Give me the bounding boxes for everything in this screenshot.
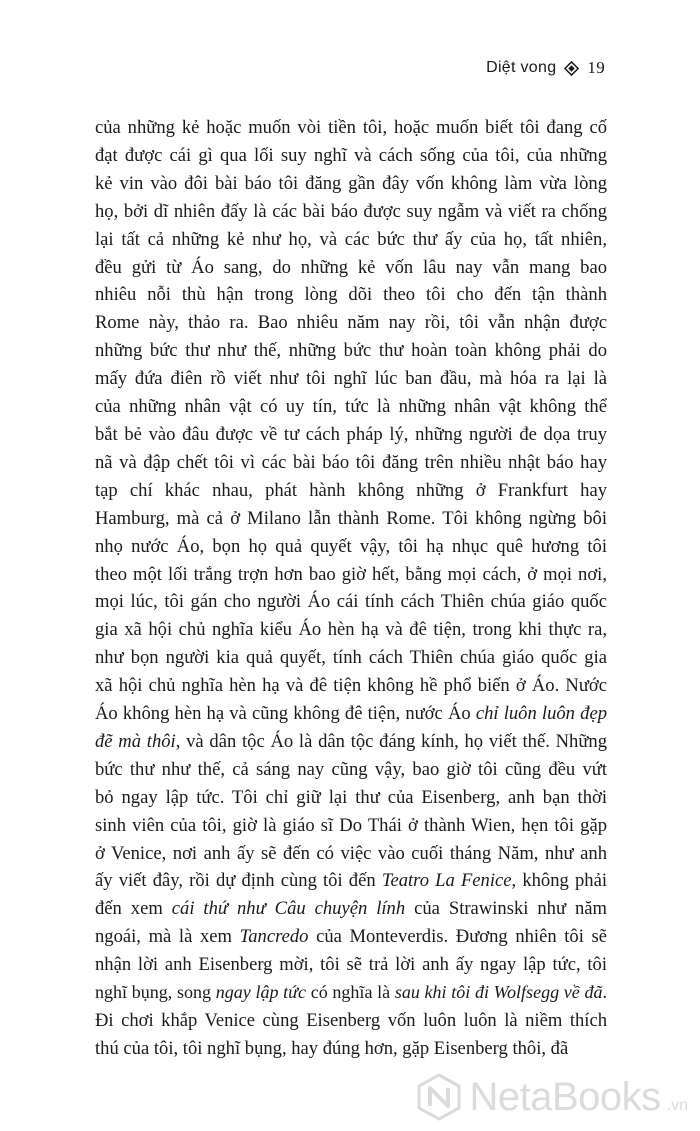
text-segment: nhọ nước Áo, bọn họ quả quyết vậy, tôi hạ nhục quê hương tôi (95, 535, 607, 557)
text-segment: bắt bẻ vào đâu được về tư cách pháp lý, những người đe dọa truy (95, 423, 607, 445)
text-segment: của Strawinski như năm (405, 898, 607, 920)
text-segment: xã hội chủ nghĩa hèn hạ và đê tiện không hề phổ biến ở Áo. Nước (95, 675, 607, 697)
text-line (95, 1007, 607, 1035)
text-segment: bức thư như thế, cả sáng nay cũng vậy, bao giờ tôi cũng đều vứt (95, 758, 607, 780)
text-line (95, 561, 607, 589)
text-segment: nghĩ bụng, song (95, 982, 216, 1003)
chapter-title: Diệt vong (486, 59, 557, 76)
text-segment: thú của tôi, tôi nghĩ bụng, hay đúng hơn, gặp Eisenberg thôi, đã (95, 1037, 569, 1059)
text-line (95, 867, 607, 895)
text-segment: tạp chí khác nhau, phát hành không những ở Frankfurt hay (95, 479, 607, 501)
text-line (95, 337, 607, 365)
text-line (95, 505, 607, 533)
text-segment: của những nhân vật có uy tín, tức là những nhân vật không thể (95, 396, 607, 418)
text-line (95, 700, 607, 728)
italic-segment: chỉ luôn luôn đẹp (475, 703, 607, 725)
text-segment: ở Venice, nơi anh ấy sẽ đến có việc vào cuối tháng Năm, như anh (95, 842, 607, 864)
text-line (95, 421, 607, 449)
text-line (95, 142, 607, 170)
text-segment: mấy đứa điên rồ viết như tôi nghĩ lúc ban đầu, mà hóa ra lại là (95, 368, 607, 390)
text-line (95, 923, 607, 951)
text-segment: ấy viết đây, rồi dự định cùng tôi đến (95, 870, 382, 892)
text-segment: của Monteverdis. Đương nhiên tôi sẽ (308, 926, 607, 948)
text-line (95, 281, 607, 309)
text-segment: kẻ vin vào đôi bài báo tôi đăng gần đây vốn không làm vừa lòng (95, 172, 607, 194)
text-segment: của những kẻ hoặc muốn vòi tiền tôi, hoặc muốn biết tôi đang cố (95, 117, 607, 138)
text-line (95, 644, 607, 672)
italic-segment: cái thứ như Câu chuyện lính (171, 898, 406, 920)
text-segment: những bức thư như thế, những bức thư hoàn toàn không phải do (95, 340, 607, 362)
text-line (95, 254, 607, 282)
text-line (95, 812, 607, 840)
watermark-brand: NetaBooks (469, 1074, 661, 1119)
text-line (95, 309, 607, 337)
diamond-icon (564, 61, 579, 76)
text-line (95, 672, 607, 700)
text-segment: theo một lối trắng trợn hơn bao giờ hết, bằng mọi cách, ở mọi nơi, (95, 563, 607, 585)
text-line (95, 1035, 607, 1063)
text-line (95, 393, 607, 421)
text-segment: bỏ ngay lập tức. Tôi chỉ giữ lại thư của Eisenberg, anh bạn thời (95, 786, 607, 808)
text-line (95, 616, 607, 644)
text-segment: sinh viên của tôi, giờ là giáo sĩ Do Thái ở thành Wien, hẹn tôi gặp (95, 814, 607, 836)
italic-segment: Tancredo (239, 926, 309, 948)
text-segment: Hamburg, mà cả ở Milano lẫn thành Rome. Tôi không ngừng bôi (95, 507, 607, 529)
text-segment: ngoái, mà là xem (95, 926, 240, 948)
text-line (95, 170, 607, 198)
netabooks-logo-icon (415, 1073, 463, 1121)
text-segment: họ, bởi dĩ nhiên đấy là các bài báo được suy ngẫm và viết ra chống (95, 200, 607, 222)
text-segment: . (602, 982, 608, 1003)
italic-segment: ngay lập tức (215, 982, 307, 1003)
text-line (95, 365, 607, 393)
text-segment: Đi chơi khắp Venice cùng Eisenberg vốn luôn luôn là niềm thích (95, 1010, 607, 1031)
text-segment: , và dân tộc Áo là dân tộc đáng kính, họ viết thế. Những (175, 730, 607, 752)
text-line (95, 198, 607, 226)
text-line (95, 979, 607, 1007)
text-segment: gia xã hội chủ nghĩa kiểu Áo hèn hạ và đê tiện, trong khi thực ra, (95, 619, 607, 641)
text-segment: đạt được cái gì qua lối suy nghĩ và cách sống của tôi, của những (95, 144, 607, 166)
text-line (95, 756, 607, 784)
text-line (95, 728, 607, 756)
italic-segment: sau khi tôi đi Wolfsegg về đã (394, 982, 603, 1003)
text-line (95, 784, 607, 812)
text-line (95, 951, 607, 979)
body-text (95, 114, 607, 1063)
text-segment: đều gửi từ Áo sang, do những kẻ vốn lâu nay vẫn mang bao (95, 256, 607, 278)
text-line (95, 588, 607, 616)
text-line (95, 114, 607, 142)
text-segment: mọi lúc, tôi gán cho người Áo cái tính cách Thiên chúa giáo quốc (95, 591, 607, 613)
italic-segment: Teatro La Fenice (381, 870, 512, 892)
text-segment: lại tất cả những kẻ như họ, và các bức thư ấy của họ, tất nhiên, (95, 228, 607, 250)
watermark (415, 1073, 688, 1121)
italic-segment: đẽ mà thôi (95, 730, 176, 752)
text-segment: nhận lời anh Eisenberg mời, tôi sẽ trả lời anh ấy ngay lập tức, tôi (95, 954, 607, 976)
text-line (95, 533, 607, 561)
text-segment: Áo không hèn hạ và cũng không đê tiện, nước Áo (95, 703, 476, 725)
text-segment: Rome này, thảo ra. Bao nhiêu năm nay rồi, tôi vẫn nhận được (95, 312, 607, 334)
text-segment: có nghĩa là (306, 982, 395, 1003)
text-line (95, 449, 607, 477)
text-line (95, 226, 607, 254)
text-line (95, 895, 607, 923)
text-segment: , không phải (511, 870, 607, 892)
text-line (95, 477, 607, 505)
text-segment: như bọn người kia quả quyết, tính cách Thiên chúa giáo quốc gia (95, 647, 607, 669)
running-header (486, 58, 605, 78)
page-number: 19 (587, 58, 605, 77)
text-segment: nhiêu nỗi thù hận trong lòng dõi theo tôi cho đến tận thành (95, 284, 607, 306)
text-line (95, 840, 607, 868)
text-segment: đến xem (95, 898, 172, 920)
text-segment: nã và đập chết tôi vì các bài báo tôi đăng trên nhiều nhật báo hay (95, 451, 607, 473)
watermark-suffix: .vn (666, 1097, 688, 1114)
